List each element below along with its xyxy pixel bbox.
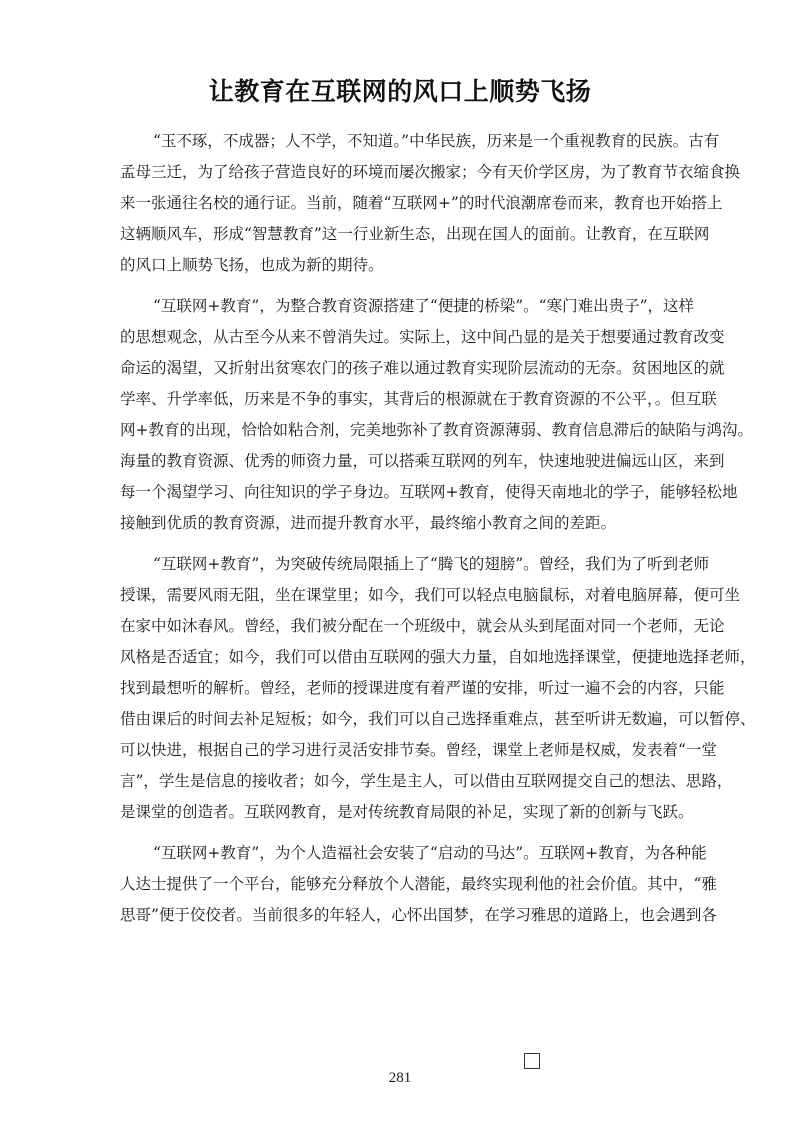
text-line: 的思想观念，从古至今从来不曾消失过。实际上，这中间凸显的是关于想要通过教育改变 (120, 328, 725, 346)
text-line: 命运的渴望，又折射出贫寒农门的孩子难以通过教育实现阶层流动的无奈。贫困地区的就 (120, 359, 725, 377)
text-line: 这辆顺风车，形成“智慧教育”这一行业新生态，出现在国人的面前。让教育，在互联网 (120, 225, 710, 243)
text-line: 来一张通往名校的通行证。当前，随着“互联网+”的时代浪潮席卷而来，教育也开始搭上 (120, 194, 723, 212)
text-line: 的风口上顺势飞扬，也成为新的期待。 (120, 256, 384, 274)
text-line: 孟母三迁，为了给孩子营造良好的环境而屡次搬家；今有天价学区房，为了教育节衣缩食换 (120, 163, 741, 181)
text-line: 授课，需要风雨无阻，坐在课堂里；如今，我们可以轻点电脑鼠标，对着电脑屏幕，便可坐 (120, 586, 741, 604)
text-line: 风格是否适宜；如今，我们可以借由互联网的强大力量，自如地选择课堂，便捷地选择老师， (120, 648, 756, 666)
checkbox-square[interactable] (524, 1053, 540, 1069)
text-line: “互联网+教育”，为整合教育资源搭建了“便捷的桥梁”。“寒门难出贵子”，这样 (153, 297, 695, 315)
text-line: 借由课后的时间去补足短板；如今，我们可以自己选择重难点，甚至听讲无数遍，可以暂停、 (120, 710, 756, 728)
page-number: 281 (388, 1070, 412, 1086)
text-line: 人达士提供了一个平台，能够充分释放个人潜能，最终实现利他的社会价值。其中，“雅 (120, 875, 717, 893)
text-line: “互联网+教育”，为个人造福社会安装了“启动的马达”。互联网+教育，为各种能 (153, 844, 707, 862)
paragraph-2 (120, 291, 753, 539)
text-line: 言”，学生是信息的接收者；如今，学生是主人，可以借由互联网提交自己的想法、思路， (120, 772, 733, 790)
text-line: 在家中如沐春风。曾经，我们被分配在一个班级中，就会从头到尾面对同一个老师，无论 (120, 617, 725, 635)
text-line: 找到最想听的解析。曾经，老师的授课进度有着严谨的安排，听过一遍不会的内容，只能 (120, 679, 725, 697)
article-body (120, 126, 756, 931)
paragraph-4 (120, 838, 717, 931)
text-line: 接触到优质的教育资源，进而提升教育水平，最终缩小教育之间的差距。 (120, 514, 617, 532)
paragraph-1 (120, 126, 741, 281)
text-line: “互联网+教育”，为突破传统局限插上了“腾飞的翅膀”。曾经，我们为了听到老师 (153, 555, 710, 573)
text-line: 学率、升学率低，历来是不争的事实，其背后的根源就在于教育资源的不公平，。但互联 (120, 390, 717, 408)
paragraph-3 (120, 549, 756, 828)
text-line: 可以快进，根据自己的学习进行灵活安排节奏。曾经，课堂上老师是权威，发表着“一堂 (120, 741, 717, 759)
text-line: 是课堂的创造者。互联网教育，是对传统教育局限的补足，实现了新的创新与飞跃。 (120, 803, 694, 821)
text-line: 思哥”便于佼佼者。当前很多的年轻人，心怀出国梦，在学习雅思的道路上，也会遇到各 (120, 906, 717, 924)
text-line: 海量的教育资源、优秀的师资力量，可以搭乘互联网的列车，快速地驶进偏远山区，来到 (120, 452, 725, 470)
text-line: 网+教育的出现，恰恰如粘合剂，完美地弥补了教育资源薄弱、教育信息滞后的缺陷与鸿沟。 (120, 421, 753, 439)
article-title: 让教育在互联网的风口上顺势飞扬 (208, 77, 592, 106)
text-line: “玉不琢，不成器；人不学，不知道。”中华民族，历来是一个重视教育的民族。古有 (153, 132, 720, 150)
text-line: 每一个渴望学习、向往知识的学子身边。互联网+教育，使得天南地北的学子，能够轻松地 (120, 483, 738, 501)
